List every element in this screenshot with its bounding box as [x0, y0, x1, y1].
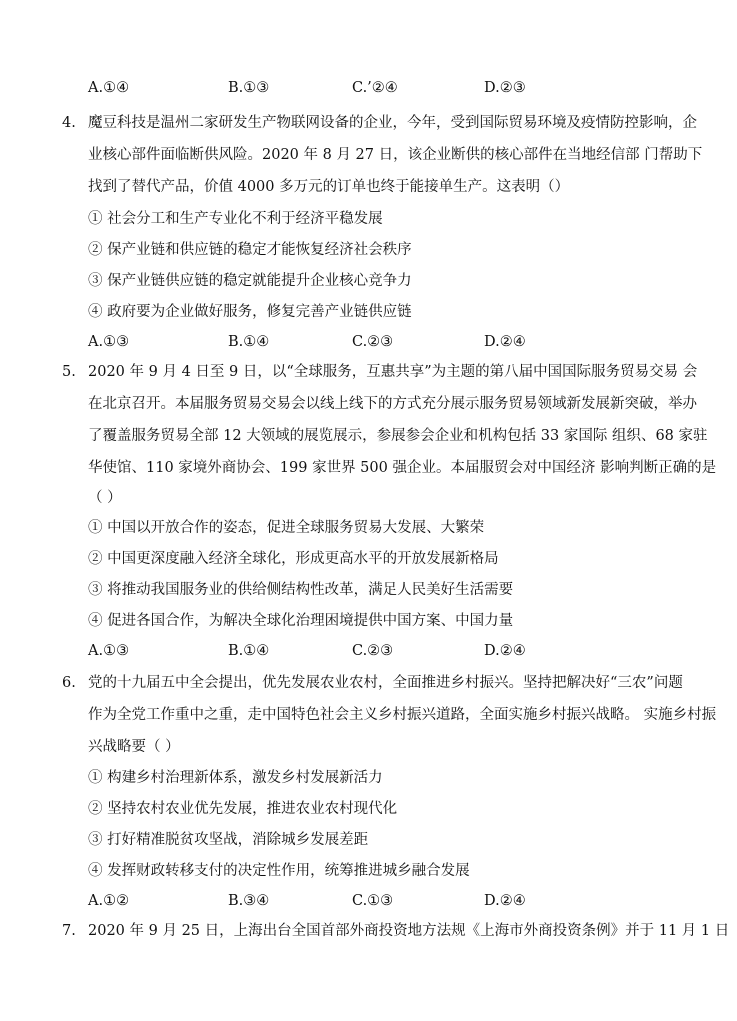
- statement-item: ② 中国更深度融入经济全球化，形成更高水平的开放发展新格局: [88, 551, 499, 567]
- question-stem-line: 作为全党工作重中之重，走中国特色社会主义乡村振兴道路，全面实施乡村振兴战略。 实施乡村振: [88, 707, 717, 723]
- statement-item: ④ 发挥财政转移支付的决定性作用，统筹推进城乡融合发展: [88, 863, 470, 879]
- question-stem-line: 在北京召开。本届服务贸易交易会以线上线下的方式充分展示服务贸易领域新发展新突破，举办: [88, 396, 697, 412]
- q5-option-c: C.②③: [352, 643, 394, 659]
- question-stem-line: 业核心部件面临断供风险。2020 年 8 月 27 日，该企业断供的核心部件在当地经信部 门帮助下: [88, 147, 703, 163]
- question-stem-line: 华使馆、110 家境外商协会、199 家世界 500 强企业。本届服贸会对中国经济 影响判断正确的是: [88, 460, 717, 476]
- statement-item: ④ 政府要为企业做好服务，修复完善产业链供应链: [88, 304, 412, 320]
- q3-option-c: C.’②④: [352, 80, 398, 96]
- q4-option-b: B.①④: [228, 334, 270, 350]
- statement-item: ① 社会分工和生产专业化不利于经济平稳发展: [88, 211, 383, 227]
- q6-option-c: C.①③: [352, 893, 394, 909]
- q3-option-d: D.②③: [484, 80, 526, 96]
- q5-options: [88, 641, 648, 661]
- statement-item: ③ 打好精准脱贫攻坚战，消除城乡发展差距: [88, 832, 369, 848]
- q6-options: [88, 891, 648, 911]
- question-stem-line: 2020 年 9 月 4 日至 9 日，以“全球服务，互惠共享”为主题的第八届中国国际服务贸易交易 会: [88, 364, 698, 380]
- statement-item: ① 中国以开放合作的姿态，促进全球服务贸易大发展、大繁荣: [88, 520, 485, 536]
- statement-item: ② 保产业链和供应链的稳定才能恢复经济社会秩序: [88, 242, 412, 258]
- q5-option-d: D.②④: [484, 643, 526, 659]
- question-number: 5.: [62, 364, 76, 380]
- q6-option-a: A.①②: [88, 893, 130, 909]
- statement-item: ① 构建乡村治理新体系，激发乡村发展新活力: [88, 770, 383, 786]
- question-stem-line: 魔豆科技是温州二家研发生产物联网设备的企业，今年，受到国际贸易环境及疫情防控影响，企: [88, 115, 697, 131]
- question-stem-line: 党的十九届五中全会提出，优先发展农业农村，全面推进乡村振兴。坚持把解决好“三农”问题: [88, 675, 683, 691]
- question-number: 4.: [62, 115, 76, 131]
- q5-option-b: B.①④: [228, 643, 270, 659]
- question-stem-line: 了覆盖服务贸易全部 12 大领域的展览展示，参展参会企业和机构包括 33 家国际 组织、68 家驻: [88, 428, 708, 444]
- q4-options: [88, 332, 648, 352]
- question-stem-line: 兴战略要（ ）: [88, 739, 180, 755]
- statement-item: ② 坚持农村农业优先发展，推进农业农村现代化: [88, 801, 398, 817]
- q3-option-b: B.①③: [228, 80, 270, 96]
- answer-blank: （ ）: [88, 490, 122, 506]
- q6-option-d: D.②④: [484, 893, 526, 909]
- q5-option-a: A.①③: [88, 643, 130, 659]
- question-stem-line: 2020 年 9 月 25 日，上海出台全国首部外商投资地方法规《上海市外商投资条例》并于 11 月 1 日: [88, 923, 730, 939]
- q3-option-a: A.①④: [88, 80, 130, 96]
- q6-option-b: B.③④: [228, 893, 270, 909]
- question-number: 7.: [62, 923, 76, 939]
- q4-option-a: A.①③: [88, 334, 130, 350]
- q3-options: [88, 78, 648, 98]
- statement-item: ③ 将推动我国服务业的供给侧结构性改革，满足人民美好生活需要: [88, 582, 514, 598]
- statement-item: ④ 促进各国合作，为解决全球化治理困境提供中国方案、中国力量: [88, 613, 514, 629]
- question-stem-line: 找到了替代产品，价值 4000 多万元的订单也终于能接单生产。这表明（）: [88, 179, 570, 195]
- q4-option-c: C.②③: [352, 334, 394, 350]
- question-number: 6.: [62, 675, 76, 691]
- statement-item: ③ 保产业链供应链的稳定就能提升企业核心竞争力: [88, 273, 412, 289]
- q4-option-d: D.②④: [484, 334, 526, 350]
